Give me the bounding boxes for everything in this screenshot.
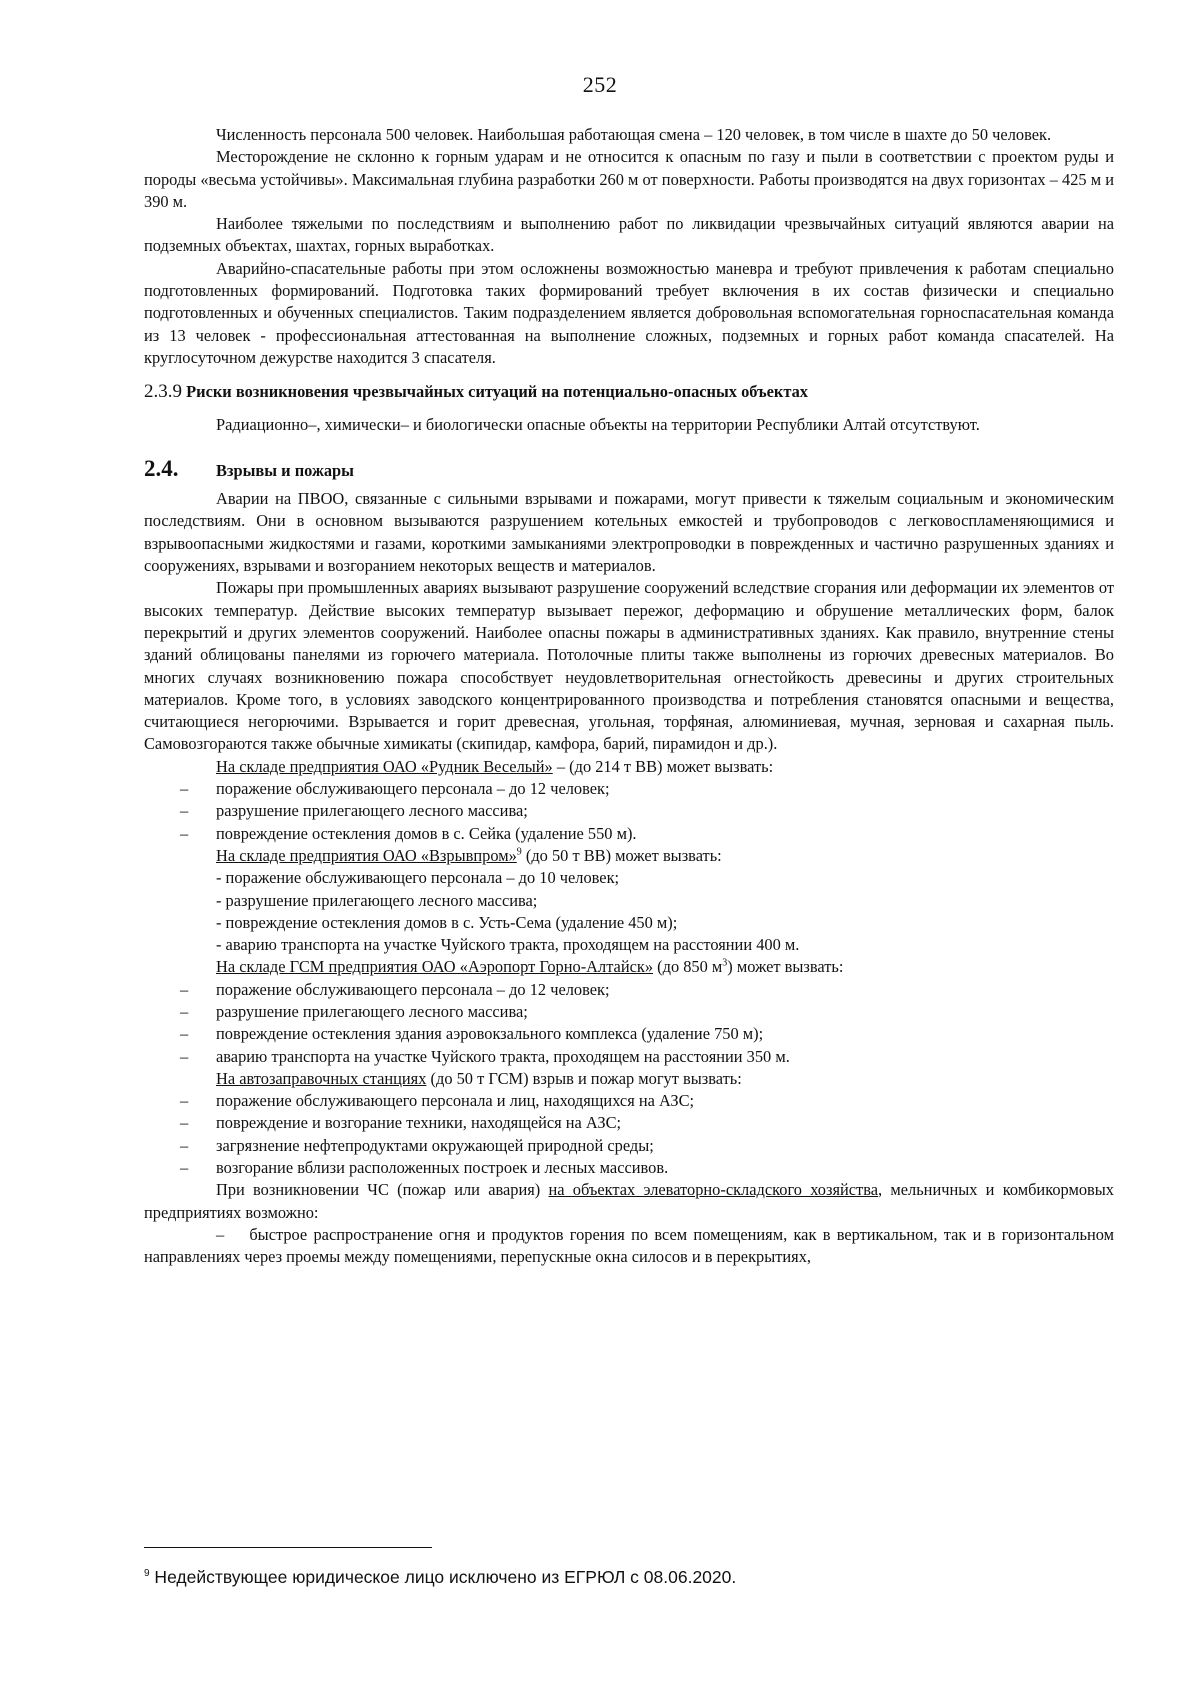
- list-item: [144, 1157, 1114, 1179]
- paragraph-personnel: Численность персонала 500 человек. Наибольшая работающая смена – 120 человек, в том числе в шахте до 50 человек.: [216, 125, 1052, 144]
- dash-marker: –: [180, 1158, 189, 1178]
- paragraph-severe-accidents: Наиболее тяжелыми по последствиям и выполнению работ по ликвидации чрезвычайных ситуаций являются аварии на подземных объектах, шахтах, горных выработках.: [144, 214, 1114, 256]
- subsection-number: 2.3.9: [144, 381, 182, 403]
- list-item-text: повреждение остекления здания аэровокзального комплекса (удаление 750 м);: [216, 1024, 764, 1044]
- list-item: - аварию транспорта на участке Чуйского тракта, проходящем на расстоянии 400 м.: [216, 935, 800, 955]
- list-item: - поражение обслуживающего персонала – до 10 человек;: [216, 868, 620, 888]
- paragraph-explosions: Аварии на ПВОО, связанные с сильными взрывами и пожарами, могут привести к тяжелым социальным и экономическим последствиям. Они в основном вызываются разрушением котельных емкостей и трубопроводов с легковоспламеняющимися и взрывоопасными жидкостями и газами, короткими замыканиями электропроводки в поврежденных и частично разрушенных зданиях и сооружениях, взрывами и возгоранием некоторых веществ и материалов.: [144, 489, 1114, 576]
- dash-marker: –: [180, 801, 189, 821]
- dash-marker: –: [180, 1046, 189, 1066]
- list-item: - повреждение остекления домов в с. Усть-Сема (удаление 450 м);: [216, 912, 678, 932]
- warehouse-vzryvprom-name: На складе предприятия ОАО «Взрывпром»: [216, 845, 517, 865]
- list-item: [144, 1112, 1114, 1134]
- cubic-superscript: 3: [722, 957, 728, 969]
- list-item: [144, 800, 1114, 822]
- elevator-lead-start: При возникновении ЧС (пожар или авария): [216, 1180, 549, 1200]
- elevator-objects: на объектах элеваторно-складского хозяйства: [548, 1180, 879, 1200]
- dash-marker: –: [180, 823, 189, 843]
- paragraph-deposit: Месторождение не склонно к горным ударам и не относится к опасным по газу и пыли в соответствии с проектом руды и породы «весьма устойчивы». Максимальная глубина разработки 260 м от поверхности. Работы производятся на двух горизонтах – 425 м и 390 м.: [144, 147, 1114, 211]
- page-number: 252: [582, 72, 618, 97]
- footnote-separator: [144, 1547, 432, 1548]
- footnote-reference: 9: [516, 846, 522, 858]
- elevator-lead-end: , мельничных и комбикормовых предприятиях возможно:: [144, 1180, 1114, 1222]
- list-item-text: аварию транспорта на участке Чуйского тракта, проходящем на расстоянии 350 м.: [216, 1046, 790, 1066]
- list-item: [144, 1046, 1114, 1068]
- gas-stations-lead: [144, 1068, 1114, 1090]
- dash-marker: –: [180, 1024, 189, 1044]
- warehouse-vzryvprom-lead: [144, 845, 1114, 867]
- warehouse-veselyi-name: На складе предприятия ОАО «Рудник Веселый»: [216, 756, 553, 776]
- list-item: [144, 823, 1114, 845]
- section-number: 2.4.: [144, 455, 179, 481]
- dash-marker: –: [180, 1001, 189, 1021]
- warehouse-airport-rest-end: ) может вызвать:: [727, 957, 844, 977]
- dash-marker: –: [180, 1135, 189, 1155]
- list-item-text: загрязнение нефтепродуктами окружающей природной среды;: [216, 1135, 654, 1155]
- list-item: [144, 979, 1114, 1001]
- warehouse-veselyi-lead: [144, 756, 1114, 778]
- warehouse-vzryvprom-rest: (до 50 т ВВ) может вызвать:: [521, 845, 722, 865]
- list-item: [144, 1001, 1114, 1023]
- list-item: [144, 1090, 1114, 1112]
- list-item-text: повреждение остекления домов в с. Сейка (удаление 550 м).: [216, 823, 637, 843]
- paragraph-fires: Пожары при промышленных авариях вызывают разрушение сооружений вследствие сгорания или деформации их элементов от высоких температур. Действие высоких температур вызывает пережог, деформацию и обрушение металлических форм, балок перекрытий и других элементов сооружений. Наиболее опасны пожары в административных зданиях. Как правило, внутренние стены зданий облицованы панелями из горючего материала. Потолочные плиты также выполнены из горючих древесных материалов. Во многих случаях возникновению пожара способствует неудовлетворительная огнестойкость древесины и других строительных материалов. Кроме того, в условиях заводского концентрированного производства и потребления становятся опасными и вещества, считающиеся негорючими. Взрывается и горит древесная, угольная, торфяная, алюминиевая, мучная, зерновая и сахарная пыль. Самовозгораются также обычные химикаты (скипидар, камфора, барий, пирамидон и др.).: [144, 578, 1114, 754]
- warehouse-veselyi-rest: – (до 214 т ВВ) может вызвать:: [552, 756, 774, 776]
- dash-marker: –: [180, 1091, 189, 1111]
- list-item: [144, 778, 1114, 800]
- list-item-text: поражение обслуживающего персонала – до 12 человек;: [216, 979, 610, 999]
- paragraph-hazardous-objects: Радиационно–, химически– и биологически опасные объекты на территории Республики Алтай отсутствуют.: [216, 414, 980, 434]
- list-item-text: повреждение и возгорание техники, находящейся на АЗС;: [216, 1113, 622, 1133]
- section-title: Взрывы и пожары: [216, 460, 354, 480]
- subsection-heading: [144, 381, 1114, 403]
- list-item-text: разрушение прилегающего лесного массива;: [216, 801, 528, 821]
- gas-stations-name: На автозаправочных станциях: [216, 1068, 427, 1088]
- list-item-text: разрушение прилегающего лесного массива;: [216, 1001, 528, 1021]
- paragraph-rescue-works: Аварийно-спасательные работы при этом осложнены возможностью маневра и требуют привлечения к работам специально подготовленных формирований. Подготовка таких формирований требует включения в их состав физически и специально подготовленных и обученных специалистов. Таким подразделением является добровольная вспомогательная горноспасательная команда из 13 человек - профессиональная аттестованная на выполнение сложных, подземных и горных работ команда спасателей. На круглосуточном дежурстве находится 3 спасателя.: [144, 258, 1114, 367]
- footnote-text: Недействующее юридическое лицо исключено из ЕГРЮЛ с 08.06.2020.: [149, 1567, 737, 1587]
- list-item: - разрушение прилегающего лесного массива;: [216, 890, 538, 910]
- section-heading: [144, 455, 1114, 482]
- page-content: [144, 124, 1114, 1269]
- list-item-text: быстрое распространение огня и продуктов горения по всем помещениям, как в вертикальном, так и в горизонтальном направлениях через проемы между помещениями, перепускные окна силосов и в перекрытиях,: [144, 1224, 1114, 1267]
- elevator-lead: [144, 1179, 1114, 1224]
- list-item: [144, 1135, 1114, 1157]
- warehouse-airport-rest: (до 850 м: [653, 957, 723, 977]
- dash-marker: –: [180, 1113, 189, 1133]
- list-item-text: возгорание вблизи расположенных построек и лесных массивов.: [216, 1158, 669, 1178]
- footnote: [144, 1566, 1114, 1588]
- list-item-text: поражение обслуживающего персонала – до 12 человек;: [216, 779, 610, 799]
- dash-marker: –: [216, 1224, 225, 1244]
- list-item: [144, 1224, 1114, 1269]
- list-item: [144, 1023, 1114, 1045]
- warehouse-airport-lead: [144, 956, 1114, 978]
- footnote-mark: 9: [144, 1568, 150, 1580]
- warehouse-airport-name: На складе ГСМ предприятия ОАО «Аэропорт Горно-Алтайск»: [216, 957, 654, 977]
- dash-marker: –: [180, 779, 189, 799]
- gas-stations-rest: (до 50 т ГСМ) взрыв и пожар могут вызвать:: [426, 1068, 742, 1088]
- subsection-title: Риски возникновения чрезвычайных ситуаций на потенциально-опасных объектах: [186, 382, 808, 402]
- list-item-text: поражение обслуживающего персонала и лиц, находящихся на АЗС;: [216, 1091, 695, 1111]
- dash-marker: –: [180, 979, 189, 999]
